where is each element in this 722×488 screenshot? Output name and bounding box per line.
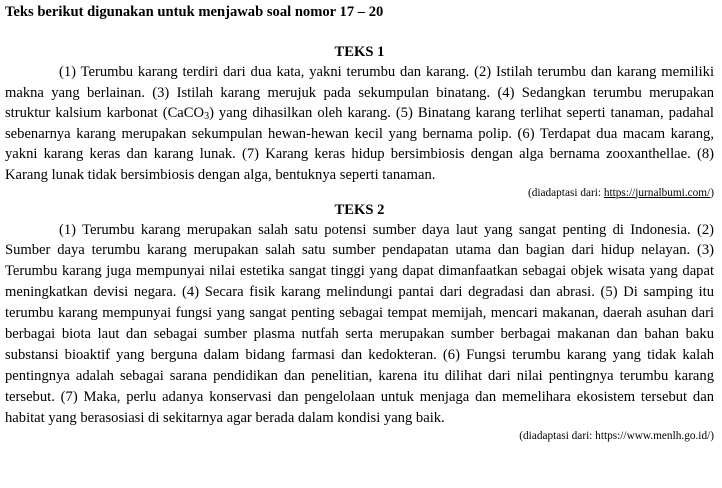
teks2-paragraph: (1) Terumbu karang merupakan salah satu potensi sumber daya laut yang sangat penting di Indonesia. (2) Sumber daya terumbu karang merupakan salah satu sumber pendapatan utama dan bagian dari hidup nelayan. (3) Terumbu karang juga mempunyai nilai estetika sangat tinggi yang dapat dimanfaatkan sebagai objek wisata yang dapat meningkatkan devisi negara. (4) Secara fisik karang melindungi pantai dari degradasi dan abrasi. (5) Di samping itu terumbu karang mempunyai fungsi yang sangat penting sebagai tempat memijah, mencari makanan, daerah asuhan dari berbagai biota laut dan sebagai sumber plasma nutfah serta merupakan sumber berbagai makanan dan bahan baku substansi bioaktif yang berguna dalam bidang farmasi dan kedokteran. (6) Fungsi terumbu karang yang tidak kalah pentingnya adalah sebagai sarana pendidikan dan penelitian, karena itu dilihat dari nilai pentingnya terumbu karang tersebut. (7) Maka, perlu adanya konservasi dan pengelolaan untuk menjaga dan memelihara ekosistem tersebut dan habitat yang berasosiasi di sekitarnya agar berada dalam kondisi yang baik. xyxy=(5,221,714,426)
document-page xyxy=(0,3,722,488)
teks1-title: TEKS 1 xyxy=(334,44,385,60)
instruction-text: Teks berikut digunakan untuk menjawab soal nomor 17 – 20 xyxy=(5,4,384,20)
teks1-source-link[interactable]: https://jurnalbumi.com/ xyxy=(603,186,711,199)
teks1-body-part1: (1) Terumbu karang terdiri dari dua kata, yakni terumbu dan karang. (2) Istilah terumbu dan karang memiliki makna yang berlainan. (3) Istilah karang merujuk pada sekumpulan binatang. (4) Sedangkan terumbu merupakan struktur kalsium karbonat (CaCO xyxy=(5,64,714,122)
teks1-source-suffix: ) xyxy=(710,186,714,199)
teks1-body-part2: ) yang dihasilkan oleh karang. (5) Binatang karang terlihat seperti tanaman, padahal sebenarnya karang merupakan sekumpulan hewan-hewan kecil yang bernama polip. (6) Terdapat dua macam karang, yakni karang keras dan karang lunak. (7) Karang keras hidup bersimbiosis dengan alga bernama zooxanthellae. (8) Karang lunak tidak bersimbiosis dengan alga, bentuknya seperti tanaman. xyxy=(5,105,714,183)
teks1-source xyxy=(5,186,714,200)
teks1-paragraph xyxy=(5,62,714,186)
teks1-subscript: 3 xyxy=(204,111,210,123)
teks2-title: TEKS 2 xyxy=(334,201,385,218)
teks2-source: (diadaptasi dari: https://www.menlh.go.id/) xyxy=(519,429,714,442)
teks1-source-prefix: (diadaptasi dari: xyxy=(527,186,604,199)
